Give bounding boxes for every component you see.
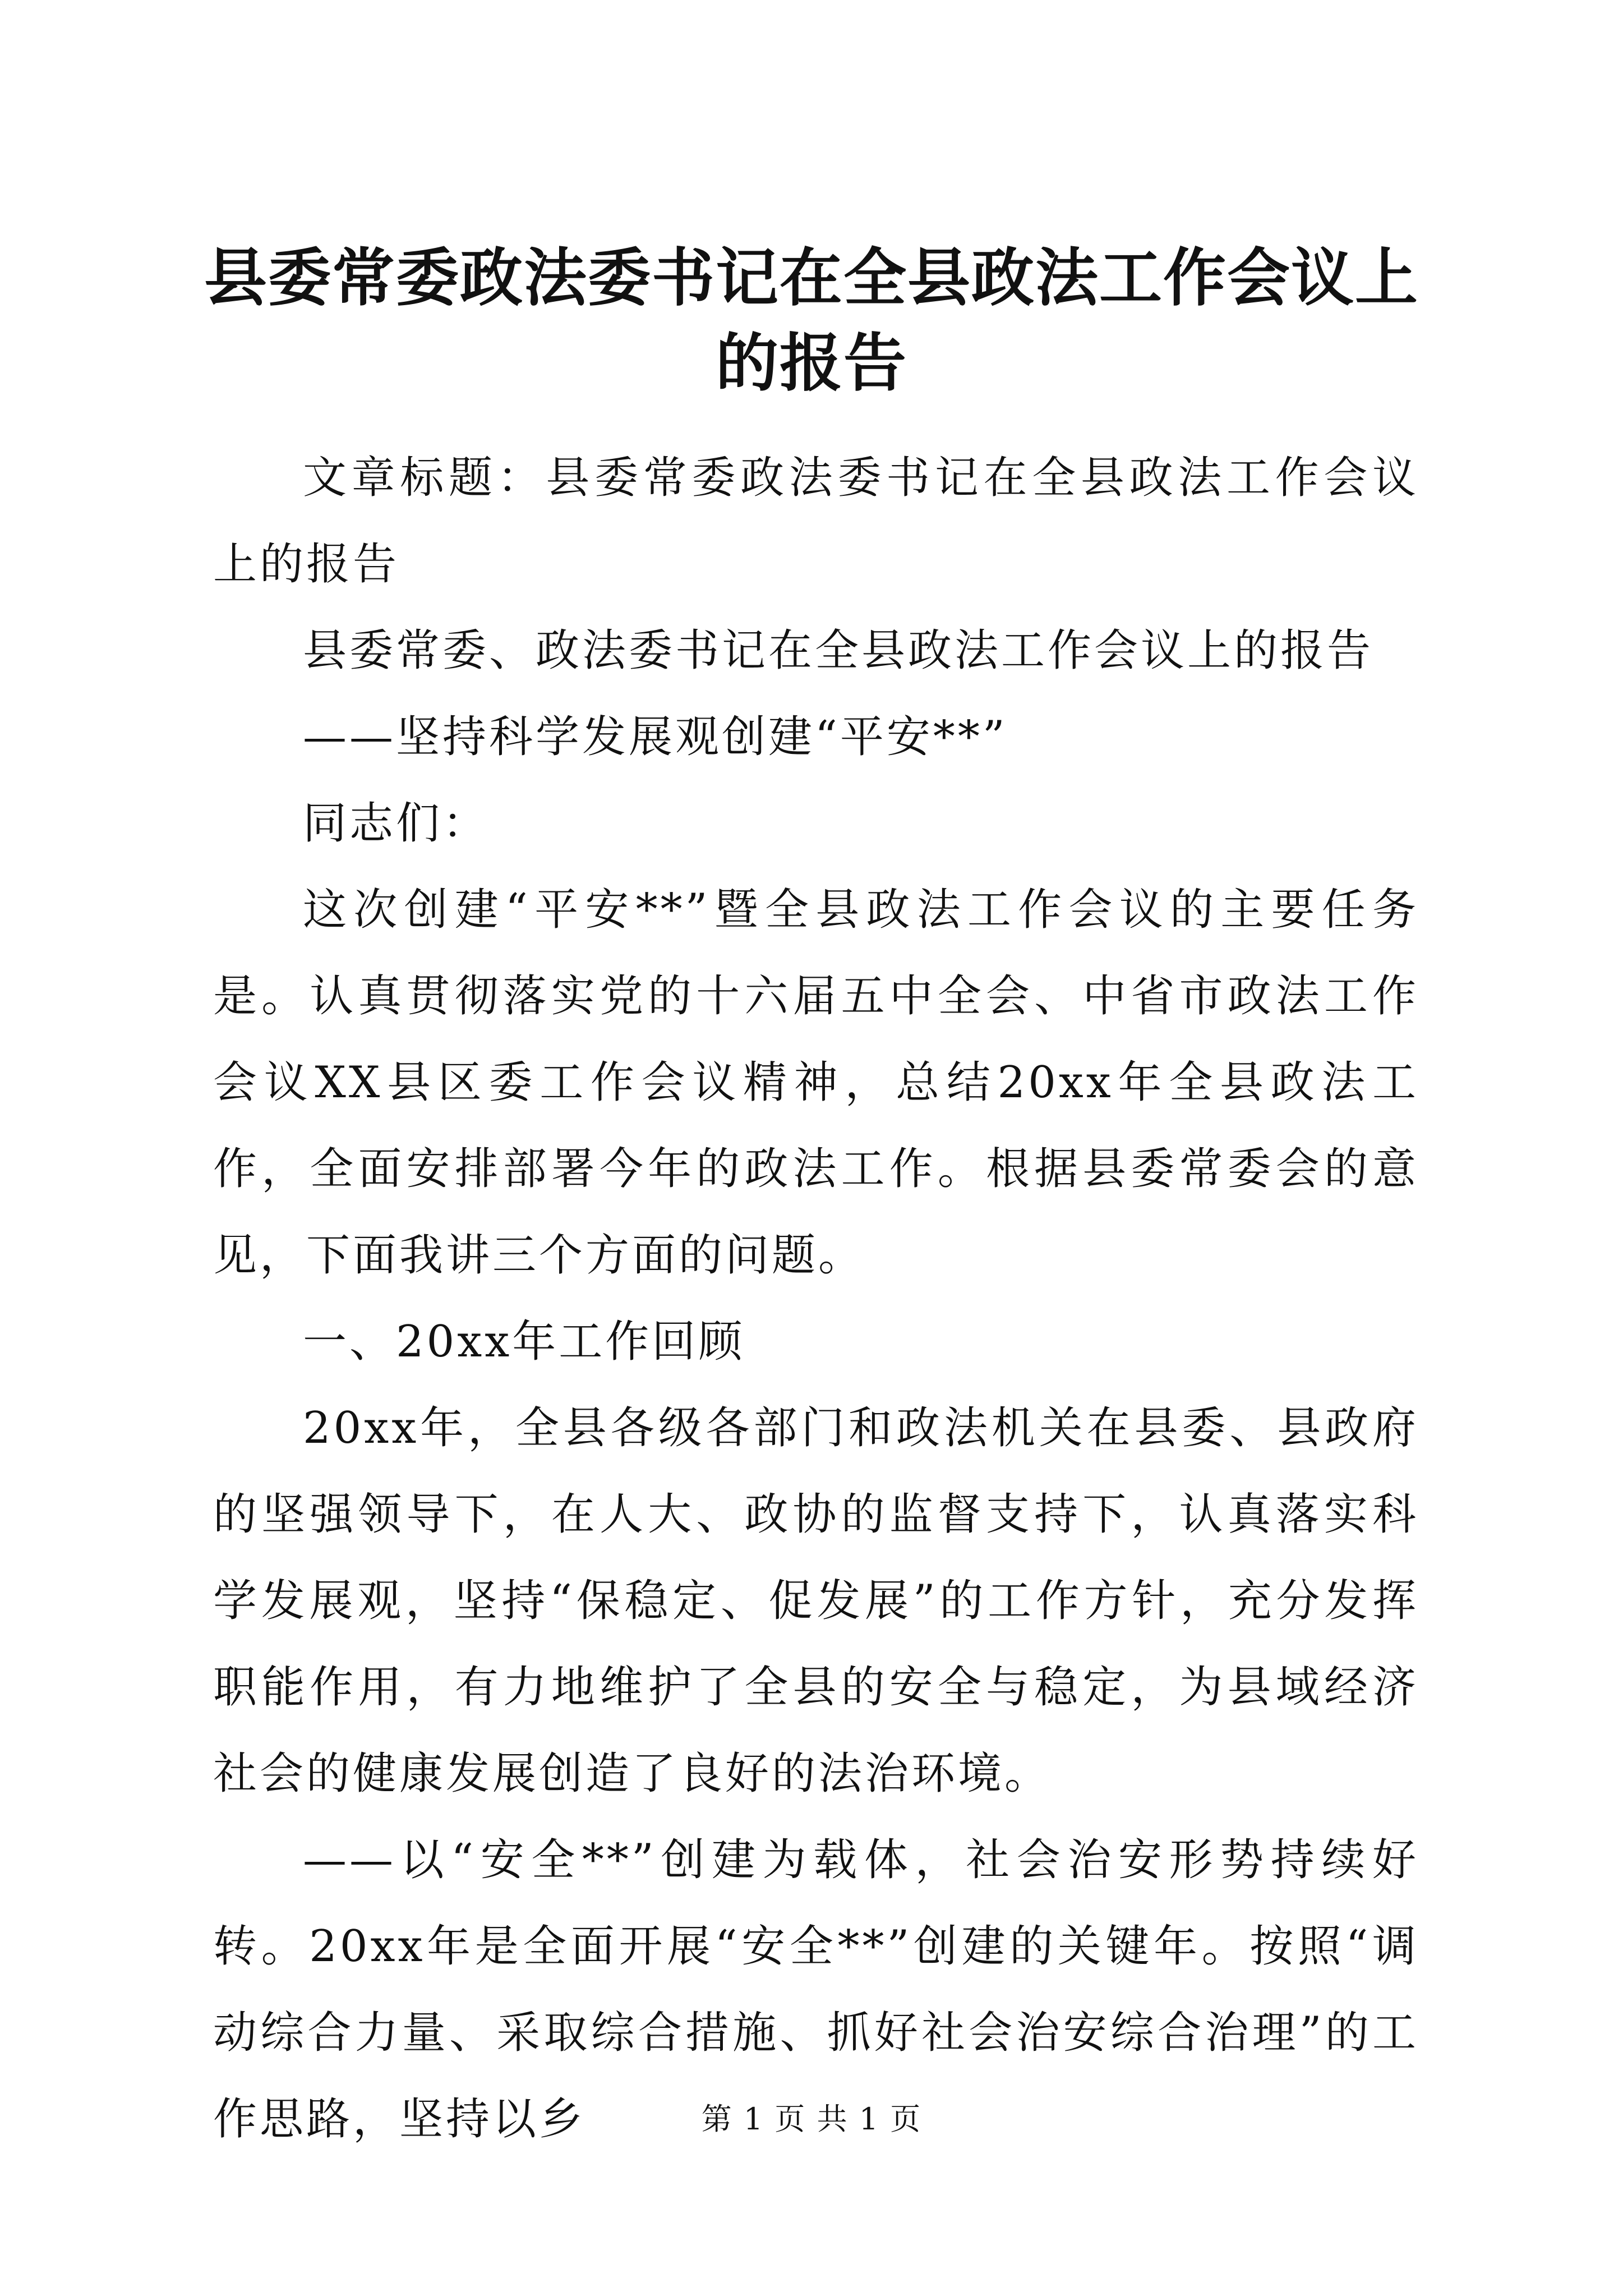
paragraph-intro: 这次创建“平安**”暨全县政法工作会议的主要任务是。认真贯彻落实党的十六届五中全会、中省市政法工作会议XX县区委工作会议精神，总结20xx年全县政法工作，全面安排部署今年的政法工作。根据县委常委会的意见，下面我讲三个方面的问题。 <box>213 885 1419 1281</box>
document-body <box>213 435 1419 2162</box>
section-heading-1: 一、20xx年工作回顾 <box>303 1317 745 1367</box>
paragraph-report-title: 县委常委、政法委书记在全县政法工作会议上的报告 <box>303 625 1374 676</box>
paragraph-safety: ——以“安全**”创建为载体，社会治安形势持续好转。20xx年是全面开展“安全**”创建的关键年。按照“调动综合力量、采取综合措施、抓好社会治安综合治理”的工作思路，坚持以乡 <box>213 1835 1419 2145</box>
paragraph-salutation: 同志们： <box>303 798 490 849</box>
paragraph-review: 20xx年，全县各级各部门和政法机关在县委、县政府的坚强领导下，在人大、政协的监督支持下，认真落实科学发展观，坚持“保稳定、促发展”的工作方针，充分发挥职能作用，有力地维护了全县的安全与稳定，为县域经济社会的健康发展创造了良好的法治环境。 <box>213 1403 1419 1799</box>
page-footer: 第 1 页 共 1 页 <box>701 2101 922 2137</box>
document-title: 县委常委政法委书记在全县政法工作会议上的报告 <box>204 241 1419 400</box>
paragraph-subtitle: ——坚持科学发展观创建“平安**” <box>303 712 1008 762</box>
paragraph-article-title: 文章标题：县委常委政法委书记在全县政法工作会议上的报告 <box>213 453 1419 590</box>
